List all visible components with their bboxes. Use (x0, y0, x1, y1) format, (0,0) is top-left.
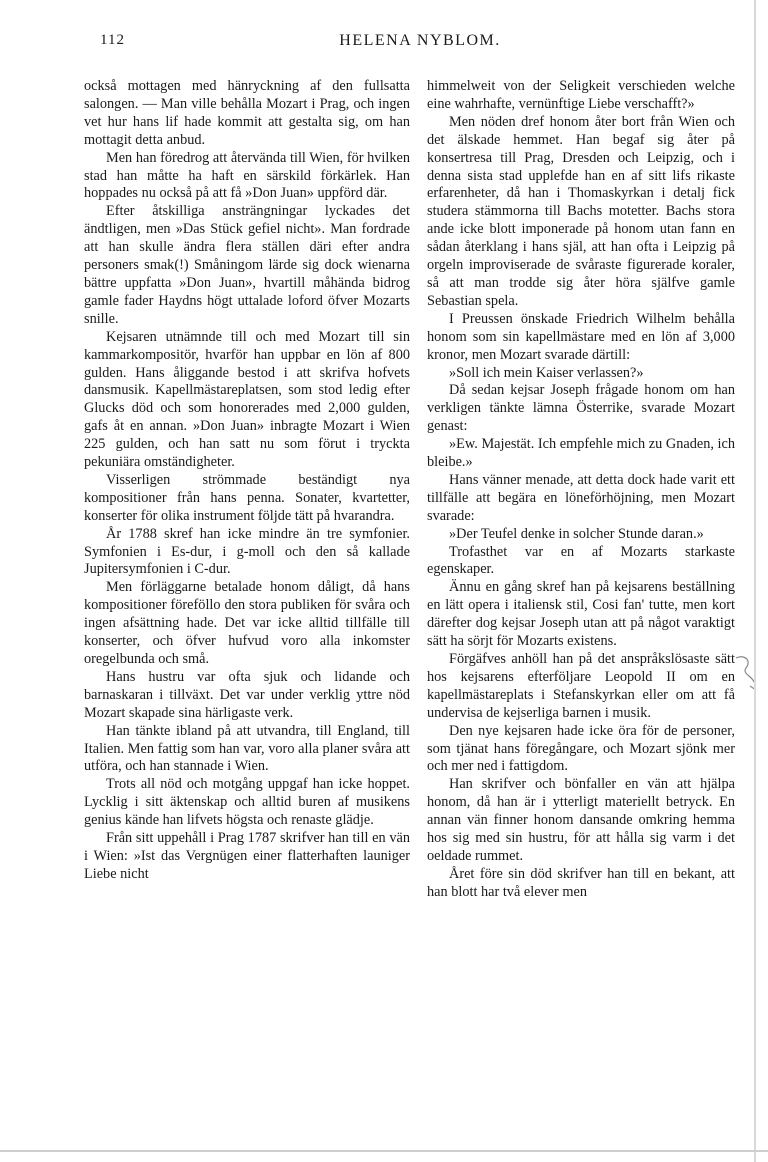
running-title: HELENA NYBLOM. (339, 32, 501, 49)
paragraph: Hans hustru var ofta sjuk och lidande och barnaskaran i tillväxt. Det var under verklig yttre nöd Mozart skapade sina härligaste verk. (84, 668, 410, 721)
continued-paragraph: himmelweit von der Seligkeit verschieden welche eine wahrhafte, vernünftige Liebe verschafft?» (427, 78, 735, 112)
paragraph: Visserligen strömmade beständigt nya kompositioner från hans penna. Sonater, kvartetter, konserter för olika instrument följde tätt på hvarandra. (84, 471, 410, 524)
paragraph: Den nye kejsaren hade icke öra för de personer, som tjänat hans föregångare, och Mozart sjönk mer och mer ned i fattigdom. (427, 722, 735, 775)
paragraph: »Soll ich mein Kaiser verlassen?» (449, 364, 644, 381)
scan-edge-horizontal (0, 1150, 768, 1152)
paragraph: Då sedan kejsar Joseph frågade honom om han verkligen tänkte lämna Österrike, svarade Mozart genast: (427, 382, 735, 435)
left-column (84, 78, 410, 884)
paragraph: Men han föredrog att återvända till Wien, för hvilken stad han måtte ha haft en särskild förkärlek. Han hoppades nu också på att få »Don Juan» uppförd där. (84, 149, 410, 202)
paragraph: Han tänkte ibland på att utvandra, till England, till Italien. Men fattig som han var, voro alla planer svåra att utföra, och han stannade i Wien. (84, 722, 410, 775)
paragraph: Trots all nöd och motgång uppgaf han icke hoppet. Lycklig i sitt äktenskap och alltid buren af musikens genius kände han lifvets högsta och renaste glädje. (84, 776, 410, 829)
page-header (100, 28, 740, 56)
paragraph: Hans vänner menade, att detta dock hade varit ett tillfälle att begära en löneförhöjning, men Mozart svarade: (427, 471, 735, 524)
paragraph: Trofasthet var en af Mozarts starkaste egenskaper. (427, 543, 735, 578)
paragraph: Han skrifver och bönfaller en vän att hjälpa honom, då han är i ytterligt materiellt betryck. En annan vän finner honom dansande omkring hemma hos sig med sin hustru, för att hålla sig varm i det oeldade rummet. (427, 776, 735, 864)
paragraph: Efter åtskilliga ansträngningar lyckades det ändtligen, men »Das Stück gefiel nicht». Man fordrade att han skulle ändra flera ställen däri efter andra personers smak(!) Småningom lärde sig dock wienarna bättre uppfatta »Don Juan», hvartill måhända bidrog gamle fader Haydns högt uttalade loford öfver Mozarts snille. (84, 203, 410, 327)
paragraph: Från sitt uppehåll i Prag 1787 skrifver han till en vän i Wien: »Ist das Vergnügen einer flatterhaften launiger Liebe nicht (84, 830, 410, 882)
continued-paragraph: också mottagen med hänryckning af den fullsatta salongen. — Man ville behålla Mozart i Prag, och ingen vet hur hans lif hade kommit att gestalta sig, om han mottagit detta anbud. (84, 78, 410, 148)
paragraph: År 1788 skref han icke mindre än tre symfonier. Symfonien i Es-dur, i g-moll och den så kallade Jupitersymfonien i C-dur. (84, 525, 410, 578)
paragraph: Ännu en gång skref han på kejsarens beställning en lätt opera i italiensk stil, Cosi fan' tutte, men kort därefter dog kejsar Joseph utan att på något varaktigt sätt ha sörjt för Mozarts existens. (427, 579, 735, 650)
paragraph: Året före sin död skrifver han till en bekant, att han blott har två elever men (427, 865, 735, 900)
scan-edge-vertical (754, 0, 756, 1162)
paragraph: Men nöden dref honom åter bort från Wien och det älskade hemmet. Han begaf sig åter på konsertresa till Prag, Dresden och Leipzig, och i denna sista stad upplefde han en af sitt lifs rikaste erfarenheter, då han i Thomaskyrkan i detalj fick studera stämmorna till Bachs motetter. Bachs stora ande icke blott imponerade på honom utan fann en sådan återklang i hans själ, att han ofta i Leipzig på orgeln improviserade de svåraste figurerade koraler, så att man trodde sig åter höra själfve gamle Sebastian spela. (427, 113, 735, 309)
paragraph: »Der Teufel denke in solcher Stunde daran.» (449, 525, 704, 542)
paragraph: Kejsaren utnämnde till och med Mozart till sin kammarkompositör, hvarför han uppbar en lön af 800 gulden. Hans åliggande bestod i att skrifva hofvets dansmusik. Kapellmästareplatsen, som stod ledig efter Glucks död och som honorerades med 2,000 gulden, gafs åt en annan. »Don Juan» inbragte Mozart i Wien 225 gulden, och han satt nu som förut i tryckta pekuniära omständigheter. (84, 328, 410, 471)
paragraph: Men förläggarne betalade honom dåligt, då hans kompositioner föreföllo den stora publiken för svåra och ingen afsättning hade. Det var icke alltid tillfälle till konserter, och öfver hufvud voro alla inkomster oregelbunda och små. (84, 579, 410, 667)
paragraph: I Preussen önskade Friedrich Wilhelm behålla honom som sin kapellmästare med en lön af 3,000 kronor, men Mozart svarade därtill: (427, 310, 735, 363)
paragraph: Förgäfves anhöll han på det anspråkslösaste sätt hos kejsarens efterföljare Leopold II om en kapellmästareplats i Stefanskyrkan eller om att få undervisa de kejserliga barnen i musik. (427, 651, 735, 721)
page-number: 112 (100, 32, 125, 48)
paragraph: »Ew. Majestät. Ich empfehle mich zu Gnaden, ich bleibe.» (427, 436, 735, 471)
right-column (427, 78, 735, 902)
